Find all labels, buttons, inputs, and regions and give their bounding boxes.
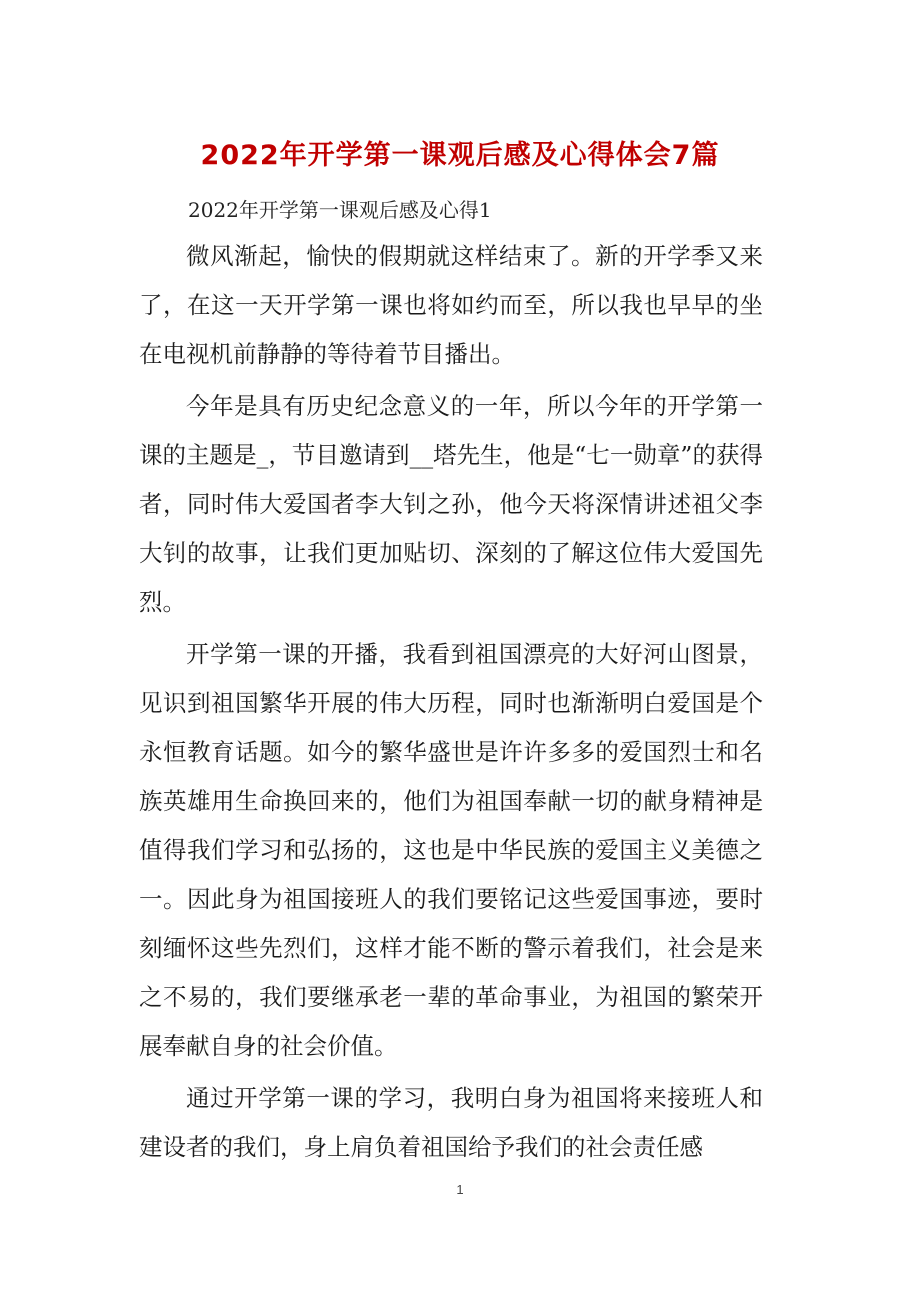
section-heading: 2022年开学第一课观后感及心得1 bbox=[188, 198, 492, 222]
paragraph-4: 通过开学第一课的学习，我明白身为祖国将来接班人和建设者的我们，身上肩负着祖国给予我们的社会责任感 bbox=[139, 1084, 763, 1161]
paragraph-3: 开学第一课的开播，我看到祖国漂亮的大好河山图景，见识到祖国繁华开展的伟大历程，同时也渐渐明白爱国是个永恒教育话题。如今的繁华盛世是许许多多的爱国烈士和名族英雄用生命换回来的，他们为祖国奉献一切的献身精神是值得我们学习和弘扬的，这也是中华民族的爱国主义美德之一。因此身为祖国接班人的我们要铭记这些爱国事迹，要时刻缅怀这些先烈们，这样才能不断的警示着我们，社会是来之不易的，我们要继承老一辈的革命事业，为祖国的繁荣开展奉献自身的社会价值。 bbox=[139, 640, 763, 1060]
paragraph-1: 微风渐起，愉快的假期就这样结束了。新的开学季又来了，在这一天开学第一课也将如约而至，所以我也早早的坐在电视机前静静的等待着节目播出。 bbox=[139, 242, 763, 368]
page-number: 1 bbox=[456, 1182, 464, 1197]
document-title: 2022年开学第一课观后感及心得体会7篇 bbox=[200, 140, 720, 171]
body-text bbox=[139, 232, 763, 1172]
paragraph-2: 今年是具有历史纪念意义的一年，所以今年的开学第一课的主题是_，节目邀请到__塔先生，他是“七一勋章”的获得者，同时伟大爱国者李大钊之孙，他今天将深情讲述祖父李大钊的故事，让我们更加贴切、深刻的了解这位伟大爱国先烈。 bbox=[139, 392, 763, 616]
